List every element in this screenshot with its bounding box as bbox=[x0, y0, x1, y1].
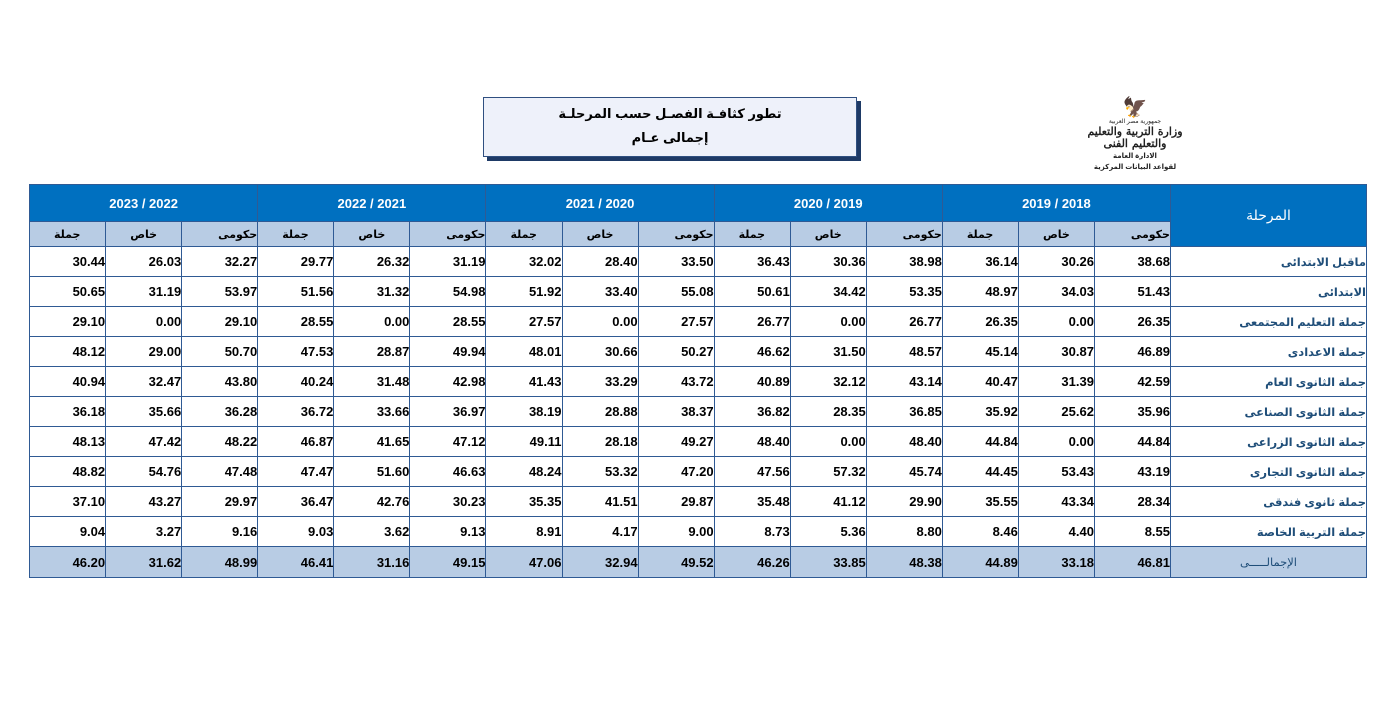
cell-total: 40.24 bbox=[258, 367, 334, 397]
subheader-total: جملة bbox=[942, 222, 1018, 247]
stage-header: المرحلة bbox=[1171, 185, 1367, 247]
cell-total: 40.89 bbox=[714, 367, 790, 397]
year-header: 2020 / 2019 bbox=[714, 185, 942, 222]
cell-gov: 47.48 bbox=[182, 457, 258, 487]
report-subtitle: إجمالى عـام bbox=[631, 130, 709, 145]
cell-gov: 36.85 bbox=[866, 397, 942, 427]
cell-priv: 41.65 bbox=[334, 427, 410, 457]
cell-gov: 42.59 bbox=[1094, 367, 1170, 397]
cell-priv: 34.03 bbox=[1018, 277, 1094, 307]
cell-total: 26.35 bbox=[942, 307, 1018, 337]
table-row bbox=[30, 367, 1367, 397]
year-header: 2019 / 2018 bbox=[942, 185, 1170, 222]
stage-label: ماقبل الابتدائى bbox=[1171, 247, 1367, 277]
cell-gov: 28.34 bbox=[1094, 487, 1170, 517]
stage-label: الابتدائى bbox=[1171, 277, 1367, 307]
grand-total-row bbox=[30, 547, 1367, 578]
cell-gov: 51.43 bbox=[1094, 277, 1170, 307]
cell-gov: 26.35 bbox=[1094, 307, 1170, 337]
year-header: 2023 / 2022 bbox=[30, 185, 258, 222]
cell-total: 48.24 bbox=[486, 457, 562, 487]
cell-priv: 43.34 bbox=[1018, 487, 1094, 517]
cell-total: 35.35 bbox=[486, 487, 562, 517]
stage-label: جملة الثانوى العام bbox=[1171, 367, 1367, 397]
cell-total: 46.87 bbox=[258, 427, 334, 457]
cell-gov: 44.84 bbox=[1094, 427, 1170, 457]
cell-total: 48.82 bbox=[30, 457, 106, 487]
cell-priv: 54.76 bbox=[106, 457, 182, 487]
cell-total: 35.92 bbox=[942, 397, 1018, 427]
cell-total: 50.65 bbox=[30, 277, 106, 307]
cell-total: 47.53 bbox=[258, 337, 334, 367]
cell-gov: 46.63 bbox=[410, 457, 486, 487]
cell-priv: 41.12 bbox=[790, 487, 866, 517]
cell-total: 35.48 bbox=[714, 487, 790, 517]
stage-label: جملة الثانوى الصناعى bbox=[1171, 397, 1367, 427]
cell-total: 48.97 bbox=[942, 277, 1018, 307]
subheader-total: جملة bbox=[714, 222, 790, 247]
cell-priv: 4.40 bbox=[1018, 517, 1094, 547]
cell-total: 40.47 bbox=[942, 367, 1018, 397]
cell-gov: 29.87 bbox=[638, 487, 714, 517]
cell-priv: 0.00 bbox=[1018, 427, 1094, 457]
cell-total: 29.77 bbox=[258, 247, 334, 277]
cell-gov: 29.97 bbox=[182, 487, 258, 517]
table-row bbox=[30, 517, 1367, 547]
cell-gov: 49.27 bbox=[638, 427, 714, 457]
cell-gov: 45.74 bbox=[866, 457, 942, 487]
logo-department: الادارة العامة bbox=[1113, 153, 1157, 160]
cell-priv: 30.36 bbox=[790, 247, 866, 277]
cell-gov: 26.77 bbox=[866, 307, 942, 337]
table-row bbox=[30, 307, 1367, 337]
cell-priv: 41.51 bbox=[562, 487, 638, 517]
cell-gov: 49.15 bbox=[410, 547, 486, 578]
cell-total: 46.62 bbox=[714, 337, 790, 367]
subheader-total: جملة bbox=[30, 222, 106, 247]
cell-gov: 46.89 bbox=[1094, 337, 1170, 367]
cell-priv: 33.29 bbox=[562, 367, 638, 397]
cell-gov: 8.80 bbox=[866, 517, 942, 547]
cell-gov: 49.52 bbox=[638, 547, 714, 578]
logo-department-sub: لقواعد البيانات المركزية bbox=[1093, 164, 1177, 171]
cell-gov: 48.38 bbox=[866, 547, 942, 578]
cell-gov: 48.22 bbox=[182, 427, 258, 457]
cell-total: 38.19 bbox=[486, 397, 562, 427]
cell-gov: 35.96 bbox=[1094, 397, 1170, 427]
cell-priv: 3.27 bbox=[106, 517, 182, 547]
cell-priv: 32.12 bbox=[790, 367, 866, 397]
cell-total: 47.47 bbox=[258, 457, 334, 487]
cell-total: 37.10 bbox=[30, 487, 106, 517]
ministry-logo bbox=[1072, 97, 1198, 173]
report-title-box bbox=[483, 97, 857, 157]
cell-total: 46.20 bbox=[30, 547, 106, 578]
cell-gov: 29.10 bbox=[182, 307, 258, 337]
stage-label: جملة التعليم المجتمعى bbox=[1171, 307, 1367, 337]
cell-total: 26.77 bbox=[714, 307, 790, 337]
cell-priv: 0.00 bbox=[1018, 307, 1094, 337]
table-row bbox=[30, 457, 1367, 487]
cell-total: 40.94 bbox=[30, 367, 106, 397]
cell-total: 46.41 bbox=[258, 547, 334, 578]
cell-priv: 51.60 bbox=[334, 457, 410, 487]
cell-gov: 50.70 bbox=[182, 337, 258, 367]
cell-gov: 53.97 bbox=[182, 277, 258, 307]
cell-priv: 53.43 bbox=[1018, 457, 1094, 487]
cell-priv: 28.18 bbox=[562, 427, 638, 457]
cell-total: 27.57 bbox=[486, 307, 562, 337]
cell-total: 36.14 bbox=[942, 247, 1018, 277]
cell-gov: 43.80 bbox=[182, 367, 258, 397]
cell-priv: 53.32 bbox=[562, 457, 638, 487]
cell-total: 32.02 bbox=[486, 247, 562, 277]
cell-total: 36.72 bbox=[258, 397, 334, 427]
cell-total: 8.46 bbox=[942, 517, 1018, 547]
cell-gov: 47.20 bbox=[638, 457, 714, 487]
cell-priv: 31.16 bbox=[334, 547, 410, 578]
cell-total: 8.91 bbox=[486, 517, 562, 547]
subheader-total: جملة bbox=[258, 222, 334, 247]
cell-priv: 3.62 bbox=[334, 517, 410, 547]
cell-total: 50.61 bbox=[714, 277, 790, 307]
cell-priv: 0.00 bbox=[790, 427, 866, 457]
cell-gov: 9.00 bbox=[638, 517, 714, 547]
cell-total: 9.04 bbox=[30, 517, 106, 547]
cell-total: 28.55 bbox=[258, 307, 334, 337]
year-header: 2022 / 2021 bbox=[258, 185, 486, 222]
eagle-emblem-icon: 🦅 bbox=[1122, 97, 1148, 119]
cell-gov: 38.98 bbox=[866, 247, 942, 277]
table-row bbox=[30, 397, 1367, 427]
stage-label: جملة الثانوى التجارى bbox=[1171, 457, 1367, 487]
cell-priv: 35.66 bbox=[106, 397, 182, 427]
cell-priv: 30.87 bbox=[1018, 337, 1094, 367]
cell-total: 48.12 bbox=[30, 337, 106, 367]
subheader-gov: حكومى bbox=[638, 222, 714, 247]
cell-priv: 31.32 bbox=[334, 277, 410, 307]
subheader-priv: خاص bbox=[1018, 222, 1094, 247]
cell-gov: 36.97 bbox=[410, 397, 486, 427]
cell-priv: 25.62 bbox=[1018, 397, 1094, 427]
subheader-priv: خاص bbox=[334, 222, 410, 247]
cell-gov: 30.23 bbox=[410, 487, 486, 517]
cell-priv: 31.48 bbox=[334, 367, 410, 397]
cell-total: 51.92 bbox=[486, 277, 562, 307]
cell-gov: 43.72 bbox=[638, 367, 714, 397]
stage-label: جملة الاعدادى bbox=[1171, 337, 1367, 367]
cell-total: 49.11 bbox=[486, 427, 562, 457]
cell-total: 30.44 bbox=[30, 247, 106, 277]
cell-priv: 28.88 bbox=[562, 397, 638, 427]
subheader-priv: خاص bbox=[106, 222, 182, 247]
cell-priv: 31.50 bbox=[790, 337, 866, 367]
logo-ministry: وزارة التربية والتعليم والتعليم الفنى bbox=[1087, 125, 1183, 150]
cell-gov: 32.27 bbox=[182, 247, 258, 277]
cell-gov: 36.28 bbox=[182, 397, 258, 427]
cell-priv: 47.42 bbox=[106, 427, 182, 457]
cell-priv: 4.17 bbox=[562, 517, 638, 547]
cell-priv: 26.32 bbox=[334, 247, 410, 277]
cell-total: 29.10 bbox=[30, 307, 106, 337]
cell-gov: 46.81 bbox=[1094, 547, 1170, 578]
cell-priv: 0.00 bbox=[106, 307, 182, 337]
year-header: 2021 / 2020 bbox=[486, 185, 714, 222]
subheader-priv: خاص bbox=[790, 222, 866, 247]
cell-priv: 33.40 bbox=[562, 277, 638, 307]
stage-label: جملة ثانوى فندقى bbox=[1171, 487, 1367, 517]
subheader-total: جملة bbox=[486, 222, 562, 247]
cell-gov: 38.37 bbox=[638, 397, 714, 427]
subheader-gov: حكومى bbox=[182, 222, 258, 247]
cell-total: 44.45 bbox=[942, 457, 1018, 487]
cell-total: 47.06 bbox=[486, 547, 562, 578]
cell-priv: 31.39 bbox=[1018, 367, 1094, 397]
cell-priv: 28.87 bbox=[334, 337, 410, 367]
cell-gov: 42.98 bbox=[410, 367, 486, 397]
cell-total: 36.47 bbox=[258, 487, 334, 517]
subheader-gov: حكومى bbox=[1094, 222, 1170, 247]
cell-priv: 43.27 bbox=[106, 487, 182, 517]
cell-gov: 48.40 bbox=[866, 427, 942, 457]
cell-total: 46.26 bbox=[714, 547, 790, 578]
cell-gov: 47.12 bbox=[410, 427, 486, 457]
cell-gov: 9.13 bbox=[410, 517, 486, 547]
cell-priv: 57.32 bbox=[790, 457, 866, 487]
cell-gov: 31.19 bbox=[410, 247, 486, 277]
cell-gov: 48.57 bbox=[866, 337, 942, 367]
cell-priv: 33.66 bbox=[334, 397, 410, 427]
cell-priv: 0.00 bbox=[562, 307, 638, 337]
cell-gov: 50.27 bbox=[638, 337, 714, 367]
report-title: تطور كثافـة الفصـل حسب المرحلـة bbox=[558, 106, 782, 121]
table-row bbox=[30, 427, 1367, 457]
cell-total: 35.55 bbox=[942, 487, 1018, 517]
cell-total: 51.56 bbox=[258, 277, 334, 307]
cell-total: 9.03 bbox=[258, 517, 334, 547]
logo-country: جمهورية مصر العربية bbox=[1108, 119, 1162, 125]
cell-priv: 5.36 bbox=[790, 517, 866, 547]
cell-gov: 9.16 bbox=[182, 517, 258, 547]
cell-priv: 28.40 bbox=[562, 247, 638, 277]
cell-total: 36.82 bbox=[714, 397, 790, 427]
cell-gov: 49.94 bbox=[410, 337, 486, 367]
cell-priv: 31.19 bbox=[106, 277, 182, 307]
cell-gov: 43.14 bbox=[866, 367, 942, 397]
cell-total: 44.89 bbox=[942, 547, 1018, 578]
cell-priv: 26.03 bbox=[106, 247, 182, 277]
table-row bbox=[30, 337, 1367, 367]
cell-total: 45.14 bbox=[942, 337, 1018, 367]
table-row bbox=[30, 247, 1367, 277]
cell-total: 41.43 bbox=[486, 367, 562, 397]
cell-gov: 29.90 bbox=[866, 487, 942, 517]
subheader-priv: خاص bbox=[562, 222, 638, 247]
cell-total: 36.18 bbox=[30, 397, 106, 427]
cell-priv: 0.00 bbox=[334, 307, 410, 337]
cell-total: 8.73 bbox=[714, 517, 790, 547]
cell-gov: 54.98 bbox=[410, 277, 486, 307]
cell-gov: 27.57 bbox=[638, 307, 714, 337]
cell-gov: 48.99 bbox=[182, 547, 258, 578]
cell-priv: 32.94 bbox=[562, 547, 638, 578]
cell-priv: 0.00 bbox=[790, 307, 866, 337]
cell-priv: 29.00 bbox=[106, 337, 182, 367]
subheader-gov: حكومى bbox=[410, 222, 486, 247]
cell-gov: 53.35 bbox=[866, 277, 942, 307]
cell-priv: 31.62 bbox=[106, 547, 182, 578]
subheader-gov: حكومى bbox=[866, 222, 942, 247]
cell-total: 48.01 bbox=[486, 337, 562, 367]
table-row bbox=[30, 487, 1367, 517]
cell-total: 48.40 bbox=[714, 427, 790, 457]
cell-priv: 28.35 bbox=[790, 397, 866, 427]
cell-priv: 34.42 bbox=[790, 277, 866, 307]
cell-gov: 28.55 bbox=[410, 307, 486, 337]
cell-gov: 43.19 bbox=[1094, 457, 1170, 487]
cell-gov: 8.55 bbox=[1094, 517, 1170, 547]
cell-gov: 55.08 bbox=[638, 277, 714, 307]
stage-label: جملة الثانوى الزراعى bbox=[1171, 427, 1367, 457]
cell-gov: 38.68 bbox=[1094, 247, 1170, 277]
cell-priv: 32.47 bbox=[106, 367, 182, 397]
cell-priv: 42.76 bbox=[334, 487, 410, 517]
cell-total: 36.43 bbox=[714, 247, 790, 277]
cell-gov: 33.50 bbox=[638, 247, 714, 277]
class-density-table bbox=[29, 184, 1367, 578]
cell-total: 44.84 bbox=[942, 427, 1018, 457]
cell-priv: 33.18 bbox=[1018, 547, 1094, 578]
cell-priv: 30.66 bbox=[562, 337, 638, 367]
cell-total: 47.56 bbox=[714, 457, 790, 487]
cell-priv: 33.85 bbox=[790, 547, 866, 578]
table-row bbox=[30, 277, 1367, 307]
stage-label: الإجمالـــــى bbox=[1171, 547, 1367, 578]
stage-label: جملة التربية الخاصة bbox=[1171, 517, 1367, 547]
cell-priv: 30.26 bbox=[1018, 247, 1094, 277]
cell-total: 48.13 bbox=[30, 427, 106, 457]
